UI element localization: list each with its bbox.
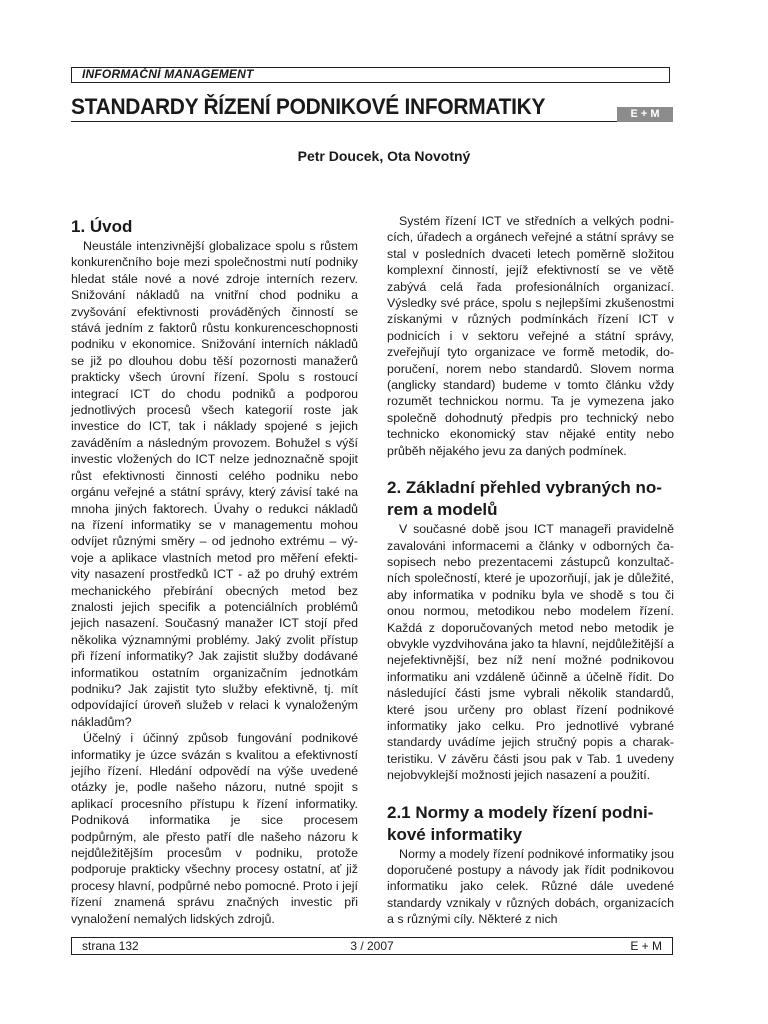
heading-introduction: 1. Úvod <box>71 217 133 236</box>
paragraph: Normy a modely řízení podnikové informatiky jsou doporučené postupy a návody jak řídit podnikovou informatiku jako celek. Různé dále uvedené standardy vznikaly v různých dobách, organizacích a s různými cíly. Některé z nich <box>387 846 674 927</box>
heading-section-2: 2. Základní přehled vybraných norem a modelů <box>387 478 662 520</box>
paragraph: V současné době jsou ICT manageři pravidelně zavalováni informacemi a články v odborných časopisech nebo prezentacemi zástupců konzultačních společností, které je upozorňují, jak je důležité, aby informatika v podniku byla ve shodě s tou či onou normou, metodikou nebo modelem řízení. Každá z doporučovaných metod nebo metodik je obvykle vyzdvihována jako ta hlavní, nejdůležitější a nejefektivnější, bez níž není možné podnikovou informatiku ani vzdáleně účinně a účelně řídit. Do následující části jsme vybrali několik standardů, které jsou určeny pro oblast řízení podnikové informatiky jako celku. Pro jednotlivé vybrané standardy uvádíme jejich stručný popis a charakteristiku. V závěru části jsou pak v Tab. 1 uvedeny nejobvyklejší možnosti jejich nasazení a použití. <box>387 522 674 783</box>
section-label-bar <box>71 67 670 83</box>
paragraph: Účelný i účinný způsob fungování podnikové informatiky je úzce svázán s kvalitou a efektivností jejího řízení. Hledání odpovědí na výše uvedené otázky je, podle našeho názoru, nutné spojit s aplikací procesního přístupu k řízení informatiky. Podniková informatika je sice procesem podpůrným, ale přesto patří dle našeho názoru k nejdůležitějším procesům v podniku, protože podporuje prakticky všechny procesy ostatní, ať již procesy hlavní, podpůrné nebo pomocné. Proto i její řízení znamená správu značných investic při vynaložení nemalých lidských zdrojů. <box>71 731 358 926</box>
article-authors: Petr Doucek, Ota Novotný <box>297 148 471 164</box>
left-column <box>71 213 358 927</box>
paragraph: Neustále intenzivnější globalizace spolu s růstem konkurenčního boje mezi společnostmi nutí podniky hledat stále nové a nové zdroje interních rezerv. Snižování nákladů na vnitřní chod podniku a zvyšování efektivnosti prováděných činností se stává jedním z faktorů růstu konkurenceschopnosti podniku v ekonomice. Snižování interních nákladů se již po dlouhou dobu těší pozornosti manažerů prakticky všech úrovní řízení. Spolu s rostoucí integrací ICT do chodu podniků a podporou jednotlivých procesů všech kategorií roste jak investice do ICT, tak i náklady spojené s jejich zaváděním a následným provozem. Bohužel s výší investic vložených do ICT nelze jednoznačně spojit růst efektivnosti činnosti celého podniku nebo orgánu veřejné a státní správy, který závisí také na mnoha jiných faktorech. Úvahy o redukci nákladů na řízení informatiky se v managementu mohou odvíjet různými směry – od jednoho extrému – vývoje a aplikace vlastních metod pro měření efektivity nasazení prostředků ICT - až po druhý extrém mechanického přebírání obecných metod bez znalosti jejich specifik a potenciálních problémů jejich nasazení. Současný manažer ICT stojí před několika významnými problémy. Jaký zvolit přístup při řízení informatiky? Jak zajistit služby dodávané informatikou ostatním organizačním jednotkám podniku? Jak zajistit tyto služby efektivně, tj. mít odpovídající úroveň služeb v relaci k vynaloženým nákladům? <box>71 239 358 729</box>
heading-section-2-1: 2.1 Normy a modely řízení podnikové informatiky <box>387 802 654 844</box>
journal-badge: E + M <box>617 107 673 122</box>
title-underline <box>71 121 617 122</box>
journal-name: E + M <box>630 939 662 953</box>
paragraph: Systém řízení ICT ve středních a velkých podnicích, úřadech a orgánech veřejné a státní správy se stal v posledních dvaceti letech poměrně složitou komplexní činností, jejíž efektivností se ve větě zabývá celá řada profesionálních organizací. Výsledky své práce, spolu s nejlepšími zkušenostmi získanými v různých podmínkách řízení ICT v podnicích i v sektoru veřejné a státní správy, zveřejňují tyto organizace ve formě metodik, doporučení, norem nebo standardů. Slovem norma (anglicky standard) budeme v tomto článku vždy rozumět technickou normu. Ta je vymezena jako společně dohodnutý předpis pro technický nebo technicko ekonomický stav nějaké entity nebo průběh nějakého jevu za daných podmínek. <box>387 214 674 458</box>
article-title: STANDARDY ŘÍZENÍ PODNIKOVÉ INFORMATIKY <box>71 94 546 119</box>
issue-number: 3 / 2007 <box>350 939 394 953</box>
right-column <box>387 213 674 928</box>
page-footer <box>71 937 673 955</box>
section-label: INFORMAČNÍ MANAGEMENT <box>82 67 254 81</box>
page-number: strana 132 <box>82 939 139 953</box>
